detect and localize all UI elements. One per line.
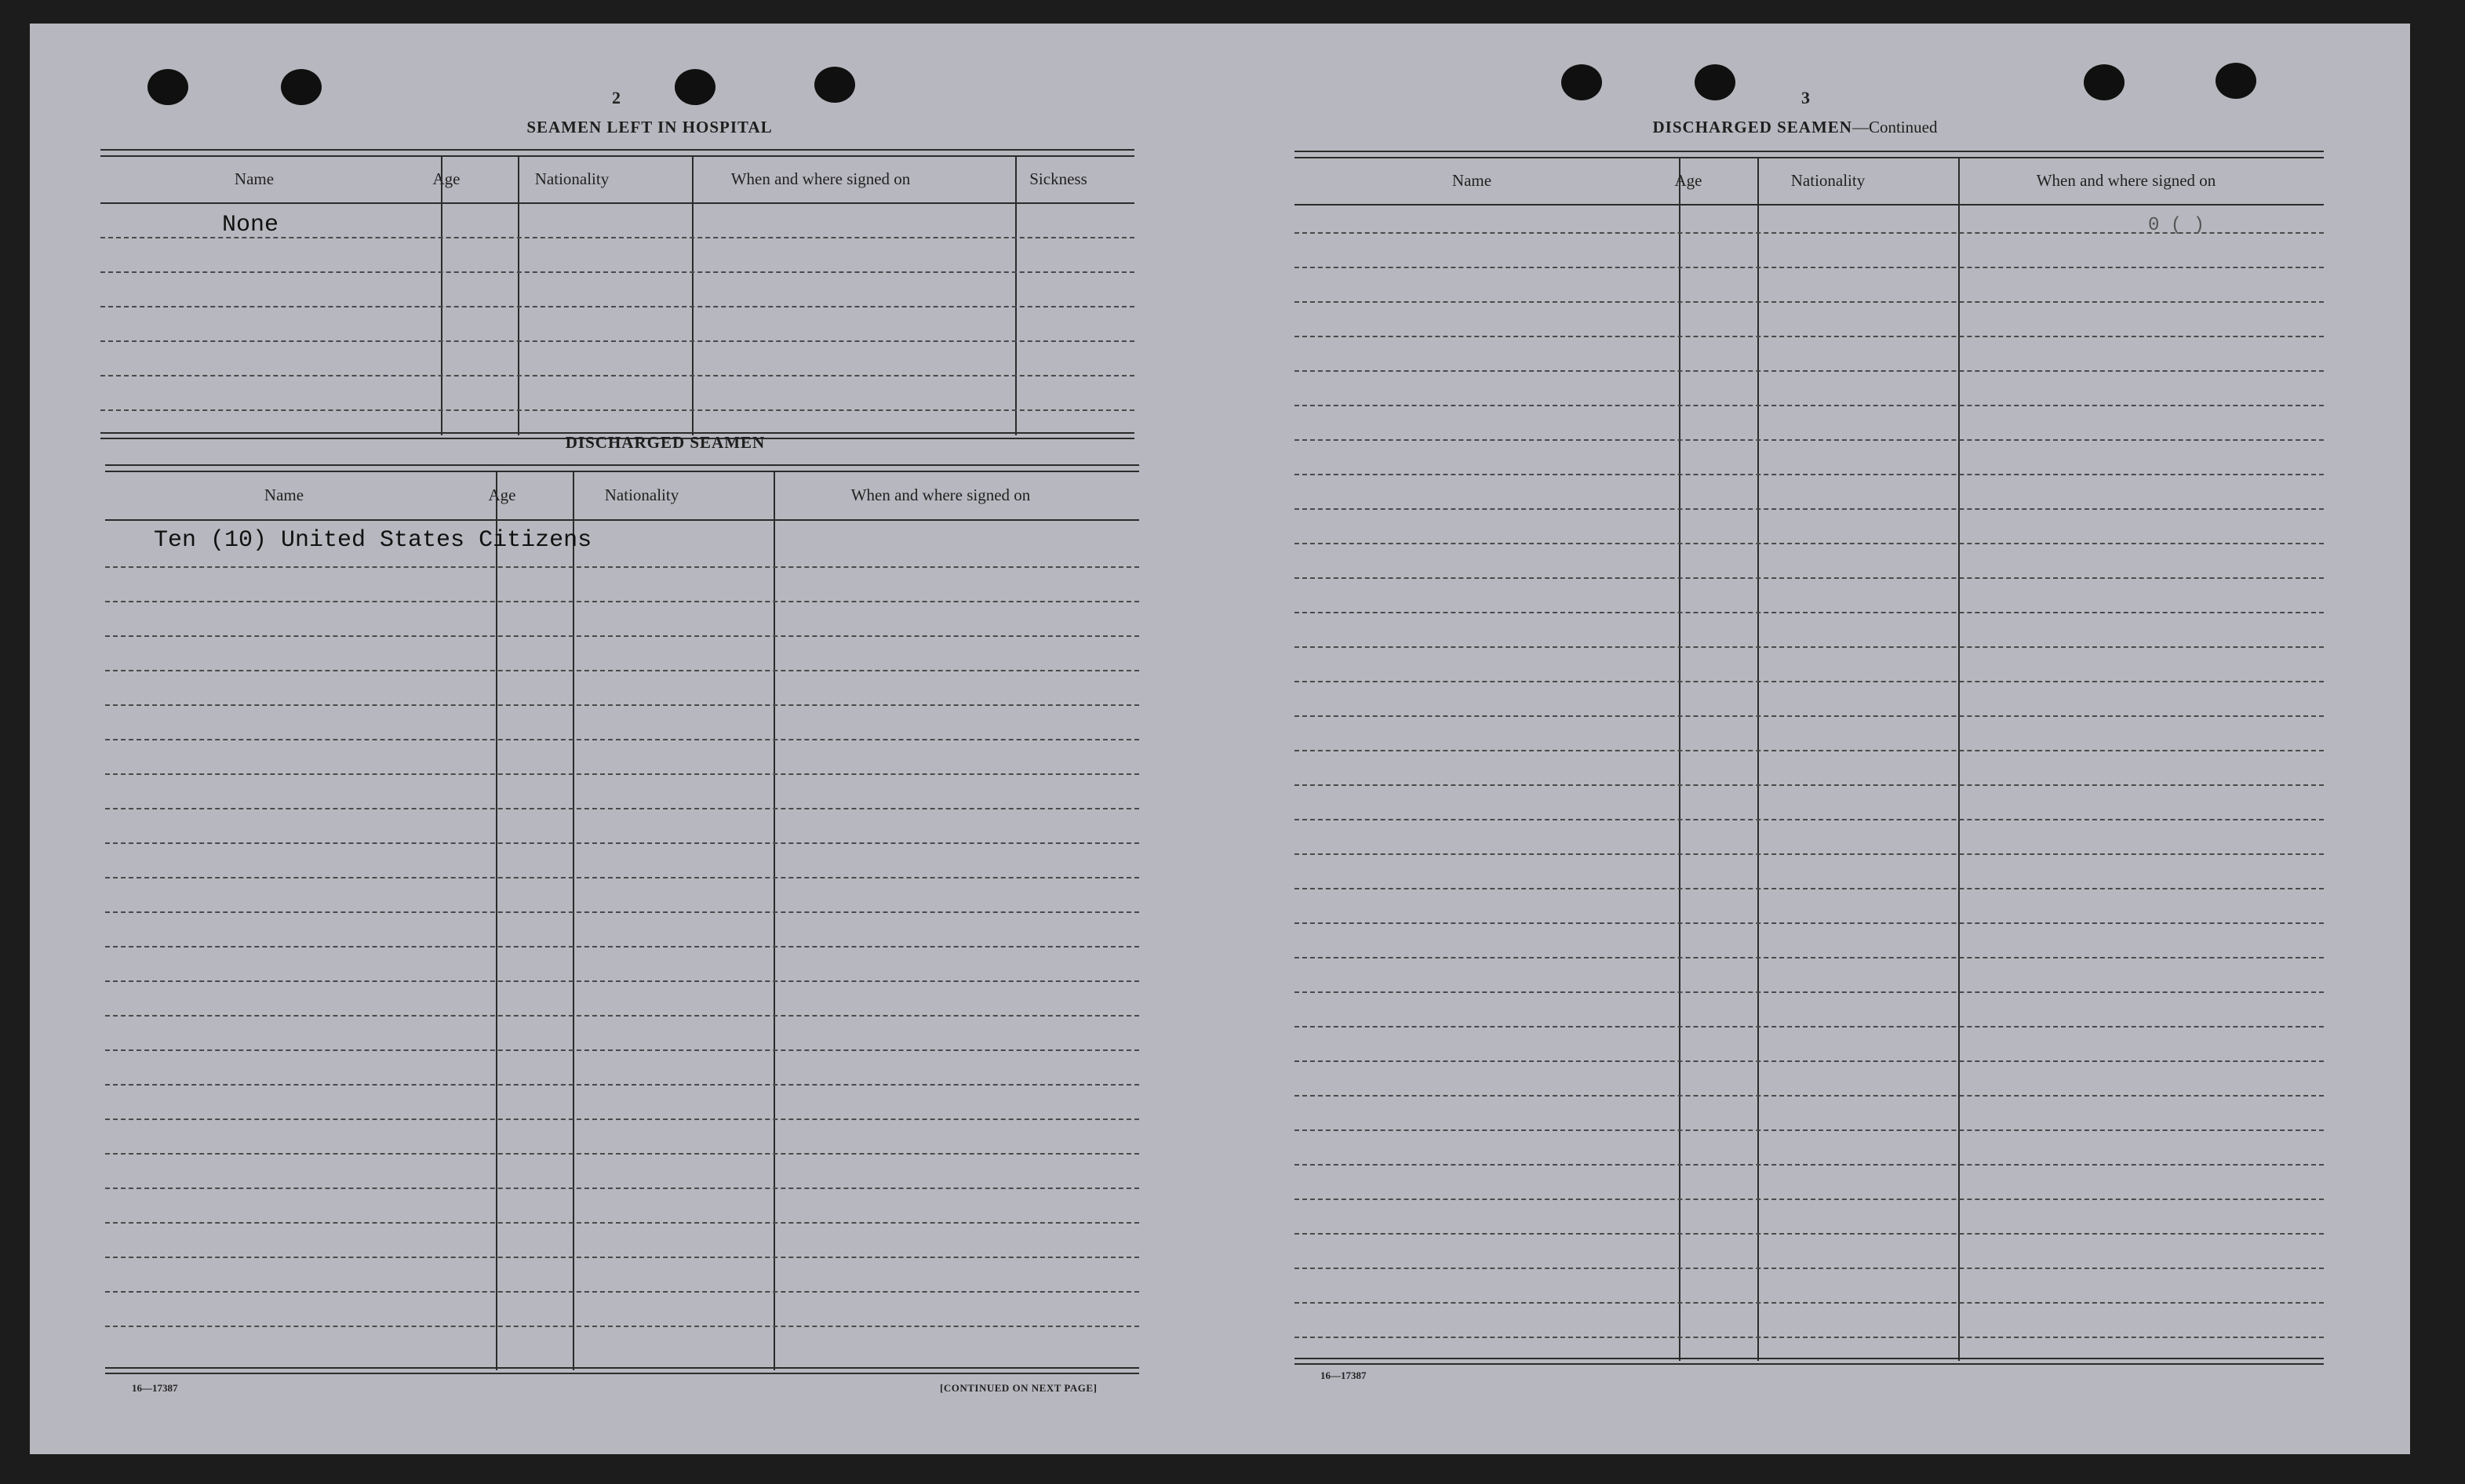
column-divider bbox=[1958, 157, 1960, 1361]
table-row-line bbox=[105, 980, 1139, 982]
table-row-line bbox=[1294, 922, 2324, 924]
table-row-line bbox=[105, 1257, 1139, 1258]
table-row-line bbox=[1294, 957, 2324, 958]
table-row-line bbox=[1294, 888, 2324, 889]
table-row-line bbox=[1294, 750, 2324, 751]
table-row-line bbox=[1294, 1268, 2324, 1269]
table-row-line bbox=[100, 409, 1134, 411]
table-row-line bbox=[1294, 1164, 2324, 1166]
column-header-age: Age bbox=[1674, 170, 1702, 190]
table-row-line bbox=[105, 1084, 1139, 1086]
table-row-line bbox=[105, 1015, 1139, 1017]
table-row-line bbox=[105, 911, 1139, 913]
table-row-line bbox=[100, 306, 1134, 307]
column-header-nationality: Nationality bbox=[604, 485, 679, 504]
discharged-entry: Ten (10) United States Citizens bbox=[154, 527, 592, 554]
table-row-line bbox=[1294, 267, 2324, 268]
table-header bbox=[100, 155, 1134, 204]
table-row-line bbox=[1294, 715, 2324, 717]
table-row-line bbox=[1294, 543, 2324, 544]
column-divider bbox=[573, 471, 574, 1370]
discharged-section-title: DISCHARGED SEAMEN bbox=[565, 433, 766, 452]
table-row-line bbox=[1294, 474, 2324, 475]
column-divider bbox=[441, 155, 442, 435]
form-number: 16—17387 bbox=[132, 1382, 178, 1394]
table-row-line bbox=[105, 946, 1139, 948]
punch-hole bbox=[281, 69, 322, 105]
table-row-line bbox=[105, 1049, 1139, 1051]
table-row-line bbox=[100, 271, 1134, 273]
table-row-line bbox=[1294, 1060, 2324, 1062]
title-main: DISCHARGED SEAMEN bbox=[1652, 118, 1852, 136]
table-bottom-rule bbox=[105, 1367, 1139, 1374]
table-row-line bbox=[1294, 853, 2324, 855]
table-row-line bbox=[1294, 370, 2324, 372]
table-row-line bbox=[1294, 1095, 2324, 1097]
table-row-line bbox=[105, 808, 1139, 809]
column-header-signed-on: When and where signed on bbox=[2036, 170, 2216, 190]
column-divider bbox=[496, 471, 497, 1370]
column-header-sickness: Sickness bbox=[1029, 169, 1087, 188]
table-row-line bbox=[105, 877, 1139, 878]
table-row-line bbox=[1294, 1026, 2324, 1028]
table-row-line bbox=[105, 1222, 1139, 1224]
table-row-line bbox=[1294, 439, 2324, 441]
punch-hole bbox=[2216, 63, 2256, 99]
table-header bbox=[1294, 157, 2324, 206]
table-header bbox=[105, 471, 1139, 521]
table-row-line bbox=[105, 601, 1139, 602]
table-row-line bbox=[1294, 1233, 2324, 1235]
column-divider bbox=[692, 155, 694, 435]
document-sheet bbox=[30, 24, 2410, 1454]
column-header-name: Name bbox=[1451, 170, 1492, 190]
table-row-line bbox=[1294, 784, 2324, 786]
column-header-nationality: Nationality bbox=[534, 169, 610, 188]
table-row-line bbox=[105, 670, 1139, 671]
punch-hole bbox=[814, 67, 855, 103]
discharged-continued-table bbox=[1294, 151, 2324, 1365]
table-row-line bbox=[1294, 577, 2324, 579]
column-header-signed-on: When and where signed on bbox=[850, 485, 1031, 504]
table-row-line bbox=[100, 340, 1134, 342]
column-header-age: Age bbox=[432, 169, 461, 188]
table-row-line bbox=[105, 1326, 1139, 1327]
punch-hole bbox=[675, 69, 715, 105]
hospital-section-title: SEAMEN LEFT IN HOSPITAL bbox=[526, 118, 773, 136]
table-row-line bbox=[105, 1291, 1139, 1293]
continued-note: [CONTINUED ON NEXT PAGE] bbox=[940, 1382, 1098, 1394]
table-row-line bbox=[105, 842, 1139, 844]
table-row-line bbox=[1294, 405, 2324, 406]
column-header-name: Name bbox=[234, 169, 275, 188]
table-row-line bbox=[1294, 1302, 2324, 1304]
table-row-line bbox=[1294, 1129, 2324, 1131]
table-row-line bbox=[1294, 646, 2324, 648]
column-divider bbox=[774, 471, 775, 1370]
form-number: 16—17387 bbox=[1320, 1369, 1367, 1381]
table-bottom-rule bbox=[1294, 1358, 2324, 1365]
discharged-table bbox=[105, 464, 1139, 1374]
punch-hole bbox=[1695, 64, 1735, 100]
column-header-name: Name bbox=[264, 485, 304, 504]
column-divider bbox=[518, 155, 519, 435]
column-header-nationality: Nationality bbox=[1790, 170, 1866, 190]
punch-hole bbox=[147, 69, 188, 105]
hospital-table bbox=[100, 149, 1134, 439]
table-row-line bbox=[100, 375, 1134, 376]
table-row-line bbox=[1294, 1198, 2324, 1200]
table-row-line bbox=[1294, 819, 2324, 820]
table-row-line bbox=[105, 1118, 1139, 1120]
column-divider bbox=[1757, 157, 1759, 1361]
page-number: 2 bbox=[612, 88, 621, 107]
column-header-age: Age bbox=[488, 485, 516, 504]
discharged-continued-title bbox=[1591, 118, 1999, 137]
table-row-line bbox=[1294, 301, 2324, 303]
table-row-line bbox=[105, 1188, 1139, 1189]
column-header-signed-on: When and where signed on bbox=[730, 169, 911, 188]
column-divider bbox=[1015, 155, 1017, 435]
table-row-line bbox=[1294, 1337, 2324, 1338]
punch-hole bbox=[1561, 64, 1602, 100]
table-row-line bbox=[105, 1153, 1139, 1155]
table-row-line bbox=[105, 635, 1139, 637]
table-row-line bbox=[1294, 991, 2324, 993]
table-row-line bbox=[1294, 336, 2324, 337]
punch-hole bbox=[2084, 64, 2125, 100]
faint-mark: 0 ( ) bbox=[2148, 215, 2205, 236]
table-row-line bbox=[105, 773, 1139, 775]
title-suffix: —Continued bbox=[1851, 118, 1938, 136]
table-row-line bbox=[1294, 681, 2324, 682]
page-number: 3 bbox=[1801, 88, 1810, 107]
table-row-line bbox=[1294, 508, 2324, 510]
table-row-line bbox=[1294, 612, 2324, 613]
table-row-line bbox=[105, 739, 1139, 740]
hospital-entry: None bbox=[222, 212, 279, 238]
table-row-line bbox=[105, 704, 1139, 706]
column-divider bbox=[1679, 157, 1680, 1361]
table-row-line bbox=[105, 566, 1139, 568]
